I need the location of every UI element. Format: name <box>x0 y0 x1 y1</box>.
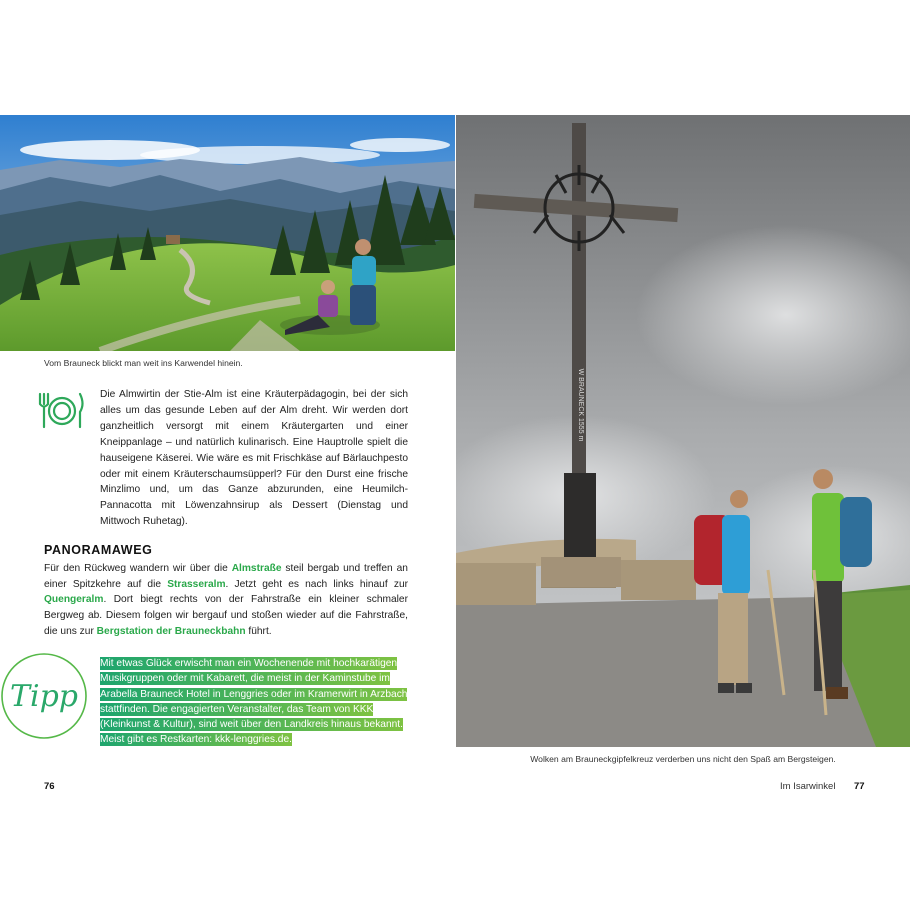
page-number-right: 77 <box>854 781 865 792</box>
text-segment: steil bergab und treffen an einer Spitzkehre auf die <box>44 563 408 590</box>
text-segment: führt. <box>245 625 272 637</box>
tipp-box <box>100 656 408 748</box>
text-segment: . Dort biegt rechts von der Fahrstraße ein kleiner schmaler Bergweg ab. Diesem folgen wir bergauf und stoßen wieder auf die Fahrstraße, die uns zur <box>44 594 408 637</box>
left-photo <box>0 115 455 351</box>
place-quengeralm: Quengeralm <box>44 594 104 606</box>
section-heading: PANORAMAWEG <box>44 543 153 557</box>
plate-cutlery-icon <box>36 390 86 430</box>
place-almstrasse: Almstraße <box>231 563 282 574</box>
photo-caption-left: Vom Brauneck blickt man weit ins Karwendel hinein. <box>44 358 243 368</box>
tipp-label: Tipp <box>9 679 79 714</box>
cross-inscription: W BRAUNECK 1555 m <box>577 368 584 442</box>
page-number-left: 76 <box>44 781 55 792</box>
right-photo <box>456 115 910 747</box>
text-segment: Für den Rückweg wandern wir über die <box>44 563 232 574</box>
tipp-text: Mit etwas Glück erwischt man ein Wochenende mit hochkarätigen Musikgruppen oder mit Kabarett, die meist in der Kaminstube im Arabella Brauneck Hotel in Lenggries oder im Kramerwirt in Arzbach stattfinden. Die engagierten Veranstalter, das Team von KKK (Kleinkunst & Kultur), sind weit über den Landkreis hinaus bekannt. Meist gibt es Restkarten: kkk-lenggries.de. <box>100 658 408 746</box>
running-head: Im Isarwinkel <box>780 781 836 792</box>
place-strasseralm: Strasseralm <box>167 578 226 590</box>
mountain-landscape-photo <box>0 115 455 351</box>
place-bergstation: Bergstation der Brauneckbahn <box>96 625 246 637</box>
text-segment: . Jetzt geht es nach links hinauf zur <box>225 578 408 590</box>
photo-caption-right: Wolken am Brauneckgipfelkreuz verderben uns nicht den Spaß am Bergsteigen. <box>530 754 836 764</box>
panorama-paragraph <box>44 561 408 640</box>
intro-paragraph <box>100 387 408 530</box>
summit-cross-photo <box>456 115 910 747</box>
intro-text: Die Almwirtin der Stie-Alm ist eine Kräuterpädagogin, bei der sich alles um das gesunde Leben auf der Alm dreht. Wir werden dort ganzheitlich versorgt mit einem Kräutergarten und einer Kneippanlage – und natürlich kulinarisch. Eine Hauptrolle spielt die hauseigene Käserei. Wie wäre es mit Frischkäse auf Bärlauchpesto oder mit einem Kräuterschaumsüpperl? Für den Durst eine frische Minzlimo und, um das Ganze abzurunden, eine Heumilch-Pannacotta mit Löwenzahnsirup als Dessert (Dienstag und Mittwoch Ruhetag). <box>100 389 408 528</box>
tipp-badge <box>0 650 90 746</box>
